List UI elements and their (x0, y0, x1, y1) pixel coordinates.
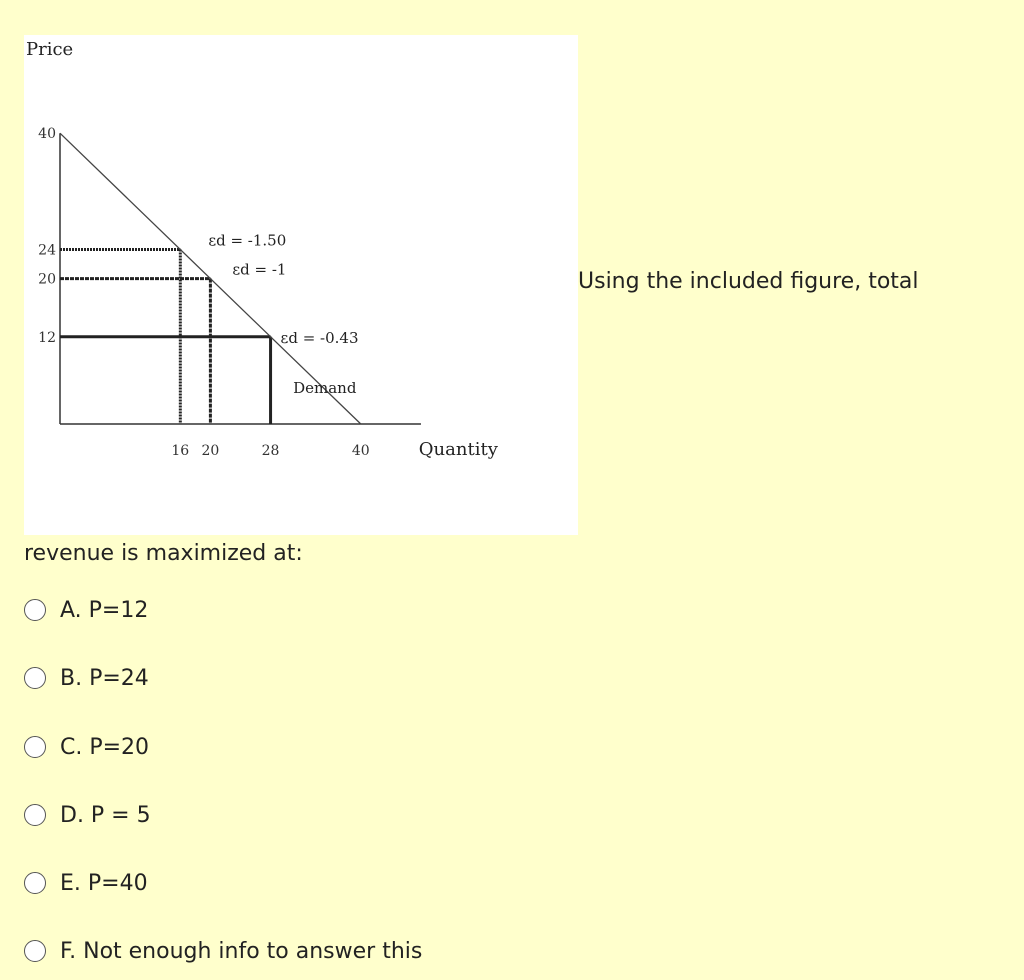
radio-button-icon[interactable] (24, 804, 46, 826)
radio-button-icon[interactable] (24, 667, 46, 689)
elasticity-label: εd = -1.50 (208, 231, 287, 250)
option-b[interactable] (24, 662, 149, 694)
demand-figure (24, 35, 578, 535)
x-tick-label: 20 (201, 443, 220, 459)
option-a-label: A. P=12 (60, 597, 149, 623)
option-d-label: D. P = 5 (60, 802, 151, 828)
radio-button-icon[interactable] (24, 599, 46, 621)
option-a[interactable] (24, 594, 148, 626)
y-tick-label: 20 (38, 271, 56, 288)
question-stem-part2: revenue is maximized at: (24, 541, 303, 566)
radio-button-icon[interactable] (24, 940, 46, 962)
x-axis-label: Quantity (418, 439, 498, 460)
y-tick-label: 12 (38, 329, 56, 346)
x-tick-label: 40 (351, 443, 370, 459)
radio-button-icon[interactable] (24, 736, 46, 758)
y-axis-label: Price (26, 39, 74, 60)
option-e[interactable] (24, 867, 148, 899)
radio-button-icon[interactable] (24, 872, 46, 894)
option-c-label: C. P=20 (60, 734, 150, 760)
x-tick-label: 16 (171, 443, 190, 459)
option-e-label: E. P=40 (60, 870, 148, 896)
y-tick-label: 24 (38, 242, 56, 259)
demand-chart (24, 35, 578, 535)
option-d[interactable] (24, 799, 151, 831)
demand-series-label: Demand (293, 379, 357, 397)
y-tick-label: 40 (38, 126, 56, 143)
option-f[interactable] (24, 935, 422, 967)
option-c[interactable] (24, 731, 149, 763)
x-tick-label: 28 (261, 443, 280, 459)
elasticity-label: εd = -1 (232, 260, 287, 279)
option-b-label: B. P=24 (60, 665, 149, 691)
option-f-label: F. Not enough info to answer this (60, 938, 423, 964)
question-stem-part1: Using the included figure, total (578, 269, 919, 294)
elasticity-label: εd = -0.43 (280, 328, 359, 347)
